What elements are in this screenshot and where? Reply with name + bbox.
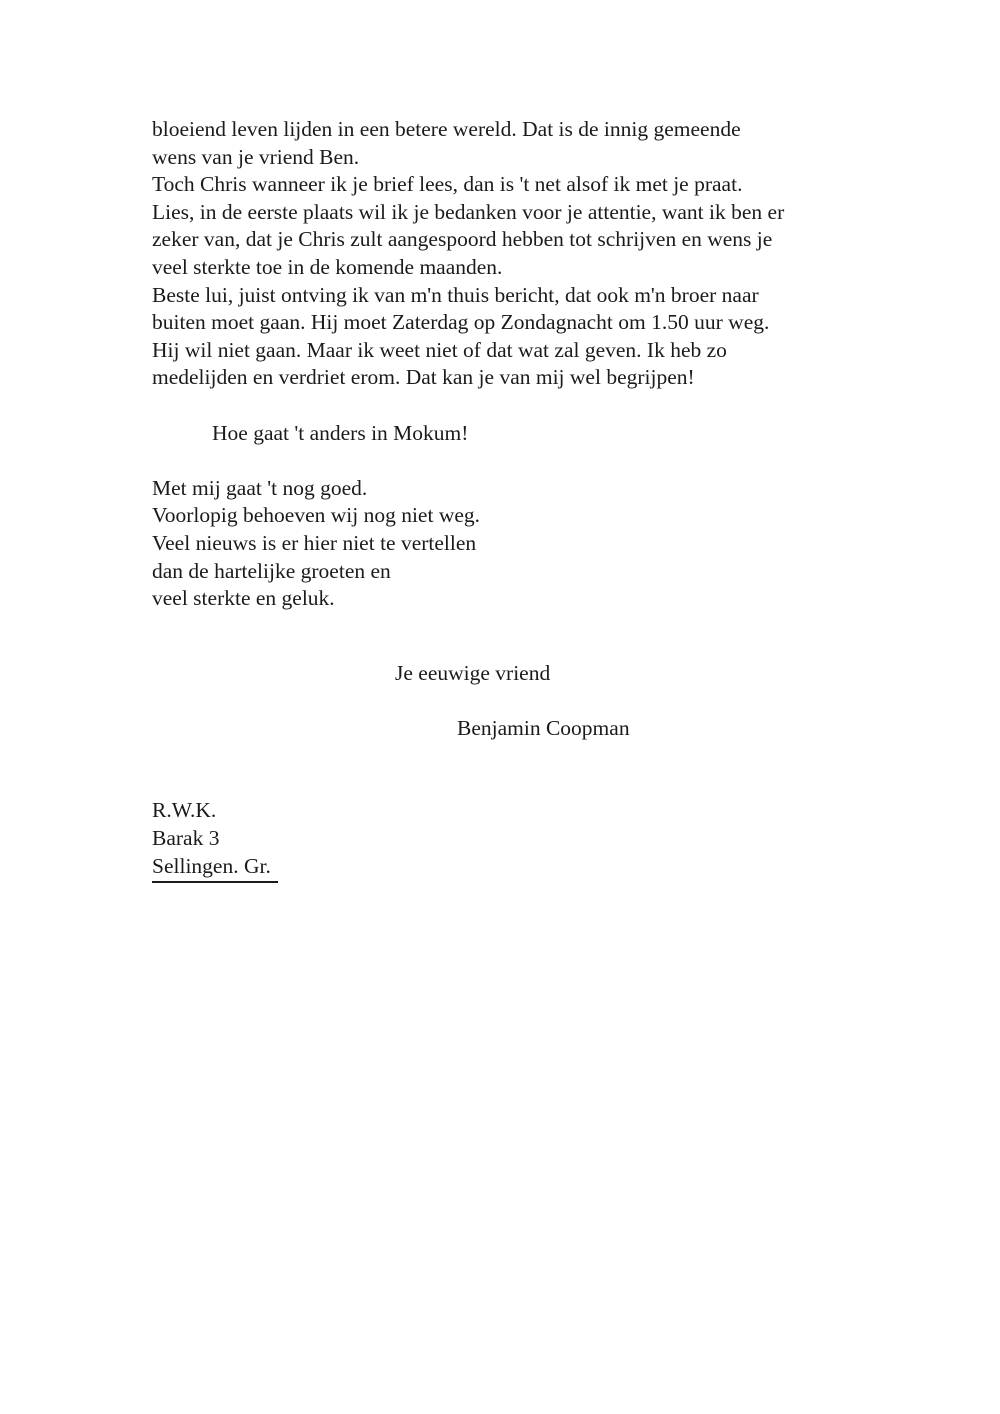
closing-block bbox=[152, 475, 940, 613]
letter-body-line: zeker van, dat je Chris zult aangespoord hebben tot schrijven en wens je bbox=[152, 227, 773, 252]
letter-body-line: Toch Chris wanneer ik je brief lees, dan is 't net alsof ik met je praat. bbox=[152, 172, 743, 197]
signature-name: Benjamin Coopman bbox=[457, 715, 630, 740]
address-line: Barak 3 bbox=[152, 826, 220, 851]
mokum-line: Hoe gaat 't anders in Mokum! bbox=[212, 420, 469, 445]
letter-body-line: Beste lui, juist ontving ik van m'n thuis bericht, dat ook m'n broer naar bbox=[152, 282, 759, 307]
sender-address bbox=[152, 797, 940, 883]
letter-body bbox=[152, 116, 940, 392]
letter-body-line: bloeiend leven lijden in een betere wereld. Dat is de innig gemeende bbox=[152, 117, 741, 141]
letter-body-line: veel sterkte toe in de komende maanden. bbox=[152, 254, 503, 279]
letter-body-line: medelijden en verdriet erom. Dat kan je van mij wel begrijpen! bbox=[152, 365, 695, 390]
closing-line: dan de hartelijke groeten en bbox=[152, 558, 391, 583]
address-line bbox=[152, 853, 940, 884]
letter-body-line: Lies, in de eerste plaats wil ik je bedanken voor je attentie, want ik ben er bbox=[152, 199, 785, 224]
closing-line: Veel nieuws is er hier niet te vertellen bbox=[152, 530, 477, 555]
address-location: Sellingen. Gr. bbox=[152, 853, 278, 884]
letter-body-line: Hij wil niet gaan. Maar ik weet niet of dat wat zal geven. Ik heb zo bbox=[152, 337, 727, 362]
closing-line: veel sterkte en geluk. bbox=[152, 586, 335, 611]
closing-line: Voorlopig behoeven wij nog niet weg. bbox=[152, 503, 481, 528]
closing-line: Met mij gaat 't nog goed. bbox=[152, 475, 368, 500]
valediction: Je eeuwige vriend bbox=[395, 660, 551, 685]
letter-body-line: wens van je vriend Ben. bbox=[152, 144, 360, 169]
letter-body-line: buiten moet gaan. Hij moet Zaterdag op Zondagnacht om 1.50 uur weg. bbox=[152, 310, 770, 335]
address-line: R.W.K. bbox=[152, 798, 217, 823]
